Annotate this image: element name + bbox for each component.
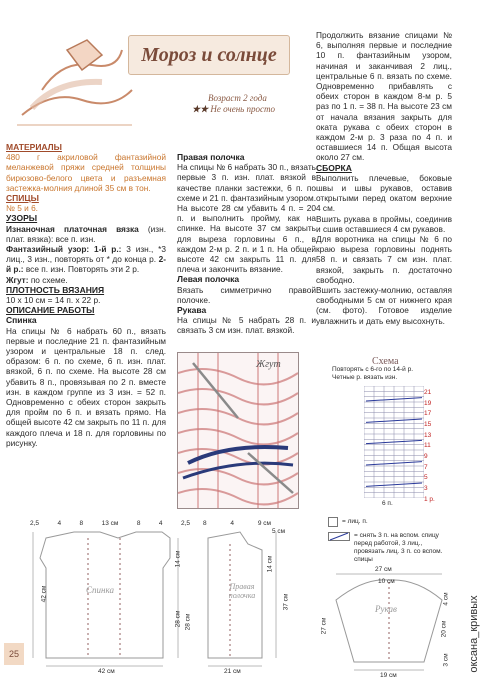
back-top-dim: 8 xyxy=(79,520,84,527)
back-name: Спинка xyxy=(86,585,114,595)
scheme-row-number: 15 xyxy=(424,420,432,428)
scheme-legend xyxy=(328,517,453,564)
needles-text: № 5 и 6. xyxy=(6,203,38,214)
materials-text: 480 г акриловой фантазийной меланжевой пряжи средней толщины бирюзово-белого цвета и разъемная застежка-молния длиной 35 см в тон. xyxy=(6,152,166,193)
assembly-heading: СБОРКА xyxy=(316,162,352,173)
title-banner xyxy=(128,35,290,75)
sleeve-heading: Рукава xyxy=(177,305,207,316)
page-title: Мороз и солнце xyxy=(141,43,277,66)
back-heading: Спинка xyxy=(6,315,37,326)
needles-heading: СПИЦЫ xyxy=(6,193,39,204)
front-top-dim: 8 xyxy=(203,520,207,527)
cable-knitting-illustration xyxy=(178,353,298,508)
photo-label: Жгут xyxy=(256,359,281,370)
page-number: 25 xyxy=(4,643,24,665)
scheme-row-number: 5 xyxy=(424,474,428,482)
left-front-heading: Левая полочка xyxy=(177,274,240,285)
gauge-heading: ПЛОТНОСТЬ ВЯЗАНИЯ xyxy=(6,284,105,295)
patterns-heading: УЗОРЫ xyxy=(6,213,38,224)
legend-cable-text: = снять 3 п. на вспом. спицу перед работой, 3 лиц., провязать лиц. 3 п. со вспом. спицы xyxy=(354,532,443,563)
back-top-dims xyxy=(30,520,190,528)
back-top-dim: 4 xyxy=(158,520,163,527)
cable-pattern: Жгут: по схеме. xyxy=(6,274,68,285)
assembly-text-4: Вшить застежку-молнию, оставляя свободными 5 см от нижнего края (см. фото). Готовое изделие увлажнить и дать ему высохнуть. xyxy=(316,285,452,326)
scheme-row-number: 1 р. xyxy=(424,495,435,503)
sleeve-left-h: 27 см xyxy=(320,617,328,635)
rib-pattern: Изнаночная платочная вязка (изн. плат. вязка): все п. изн. xyxy=(6,223,166,244)
sleeve-top-dim: 27 см xyxy=(375,566,392,573)
knit-symbol-icon xyxy=(328,517,338,527)
front-bottom-dim: 21 см xyxy=(224,668,241,675)
back-top-dim: 2,5 xyxy=(30,520,40,527)
gauge-text: 10 х 10 см = 14 п. х 22 р. xyxy=(6,295,101,306)
column-3 xyxy=(316,30,452,326)
sleeve-text: На спицы № 5 набрать 28 п. и связать 3 см изн. плат. вязкой. xyxy=(177,315,316,336)
sleeve-bottom-dim: 19 см xyxy=(380,672,397,679)
scheme-even-note: Четные р. вязать изн. xyxy=(332,374,398,381)
assembly-text-1: Выполнить плечевые, боковые швы и швы рукавов, оставив открытыми перед окатом верхние 4 см. xyxy=(316,172,452,214)
scheme-title: Схема xyxy=(372,356,399,367)
front-name: Правая полочка xyxy=(228,582,256,600)
header-illustration xyxy=(12,20,142,135)
back-height-left: 42 см xyxy=(40,585,48,603)
front-top-dims xyxy=(203,520,271,528)
difficulty-label xyxy=(192,104,275,115)
front-h1: 5 см xyxy=(272,528,286,535)
materials-heading: МАТЕРИАЛЫ xyxy=(6,142,62,152)
right-front-text: На спицы № 6 набрать 30 п., вязать первые 3 п. изн. плат. вязкой в качестве планки застежки, 6 п. по схеме и 21 п. фантазийным узором. На высоте 28 см убавить 4 п. = 20 п. и выполнить пройму, как на спинке. На высоте 37 см закрыть для выреза горловины 6 п., в каждом 2-м р. 2 п. и 1 п. На общей высоте 42 см закрыть 11 п. для плеча и закончить вязание. xyxy=(177,162,316,275)
scheme-repeat-note: Повторять с 6-го по 14-й р. xyxy=(332,366,414,373)
back-text: На спицы № 6 набрать 60 п., вязать первые и последние 21 п. фантазийным узором и центральные 18 п. след. образом: 6 п. по схеме, 6 п. изн. плат. вязкой, 6 п. по схеме. На высоте 28 см убавить 8 п., провязывая по 2 п. вместе изн. в каждом группе из 3 изн. = 52 п. Одновременно с обеих сторон закрыть для пройм по 6 п. и вязать прямо. На общей высоте 42 см закрыть по 11 п. для каждого плеча и 18 п. для горловины по рисунку. xyxy=(6,325,166,448)
sleeve-right-h3: 3 см xyxy=(442,653,450,667)
legend-knit-text: = лиц. п. xyxy=(342,518,368,525)
difficulty-text: Не очень просто xyxy=(210,104,275,114)
scheme-row-number: 9 xyxy=(424,452,428,460)
scheme-row-number: 21 xyxy=(424,389,432,396)
back-diagram xyxy=(28,518,190,678)
front-top-dim: 4 xyxy=(230,520,235,527)
legend-row-knit xyxy=(328,517,453,527)
left-front-text: Вязать симметрично правой полочке. xyxy=(177,284,316,305)
back-top-dim: 13 см xyxy=(101,520,119,527)
assembly-text-3: Для воротника на спицы № 6 по краю выреза горловины поднять 58 п. и связать 7 см изн. плат. вязкой, закрыть п. достаточно свободно. xyxy=(316,234,452,285)
difficulty-stars: ★★ xyxy=(192,104,209,114)
assembly-text-2: Вшить рукава в проймы, соединив и сшив оставшиеся 4 см рукавов. xyxy=(316,213,452,234)
fancy-pattern: Фантазийный узор: 1-й р.: 3 изн., *3 лиц., 3 изн., повторять от * до конца р. 2-й р.: все п. изн. Повторять эти 2 р. xyxy=(6,244,166,275)
cable-symbol-icon xyxy=(328,532,350,541)
watermark-text: оксана_кривых xyxy=(468,578,480,690)
back-top-dim: 4 xyxy=(57,520,62,527)
front-h2: 14 см xyxy=(266,555,274,573)
front-top-dim: 9 см xyxy=(257,520,271,527)
back-cables xyxy=(88,538,120,658)
sleeve-right-h1: 4 см xyxy=(442,592,450,606)
watermark xyxy=(458,583,478,695)
sleeve-diagram xyxy=(324,570,459,680)
right-front-heading: Правая полочка xyxy=(177,152,245,162)
scheme-row-number: 3 xyxy=(424,484,428,492)
back-outline xyxy=(40,532,170,658)
scheme-row-number: 7 xyxy=(424,463,428,471)
scheme-width-label: 6 п. xyxy=(382,500,393,507)
scheme-row-number: 19 xyxy=(424,399,432,407)
column-2 xyxy=(177,152,316,336)
age-label: Возраст 2 года xyxy=(208,93,267,103)
back-top-dim: 2,5 xyxy=(180,520,190,527)
work-heading: ОПИСАНИЕ РАБОТЫ xyxy=(6,305,95,316)
front-h4: 37 см xyxy=(282,593,290,611)
scheme-row-number: 11 xyxy=(424,442,431,450)
back-top-dim: 8 xyxy=(136,520,141,527)
scheme-row-number: 13 xyxy=(424,431,432,439)
back-height-right-bottom: 28 см xyxy=(174,610,182,628)
sleeve-name: Рукав xyxy=(375,604,397,614)
sleeve-top-inner-dim: 10 см xyxy=(378,578,395,585)
column-1 xyxy=(6,142,166,448)
sleeve-continued-text: Продолжить вязание спицами № 6, выполняя первые и последние 10 п. фантазийным узором, начиная и заканчивая 2 лиц., центральные 6 п. вязать по схеме. Одновременно прибавлять с обеих сторон в каждом 8-м р. 5 раз по 1 п. = 38 п. На высоте 23 см от начала вязания закрыть для оката рукава с обеих сторон в каждом 2-м р. 3 раза по 4 п. и оставшиеся 14 п. Общая высота около 27 см. xyxy=(316,30,452,163)
scheme-row-number: 17 xyxy=(424,410,432,418)
back-bottom-dim: 42 см xyxy=(98,668,115,675)
cable-photo xyxy=(177,352,299,509)
scheme-chart xyxy=(324,356,456,516)
front-h3: 28 см xyxy=(184,613,192,631)
scheme-grid xyxy=(364,386,424,498)
sleeve-right-h2: 20 см xyxy=(440,620,448,638)
legend-row-cable xyxy=(328,532,453,564)
back-height-right-top: 14 см xyxy=(174,550,182,568)
scheme-row-numbers xyxy=(424,388,444,505)
